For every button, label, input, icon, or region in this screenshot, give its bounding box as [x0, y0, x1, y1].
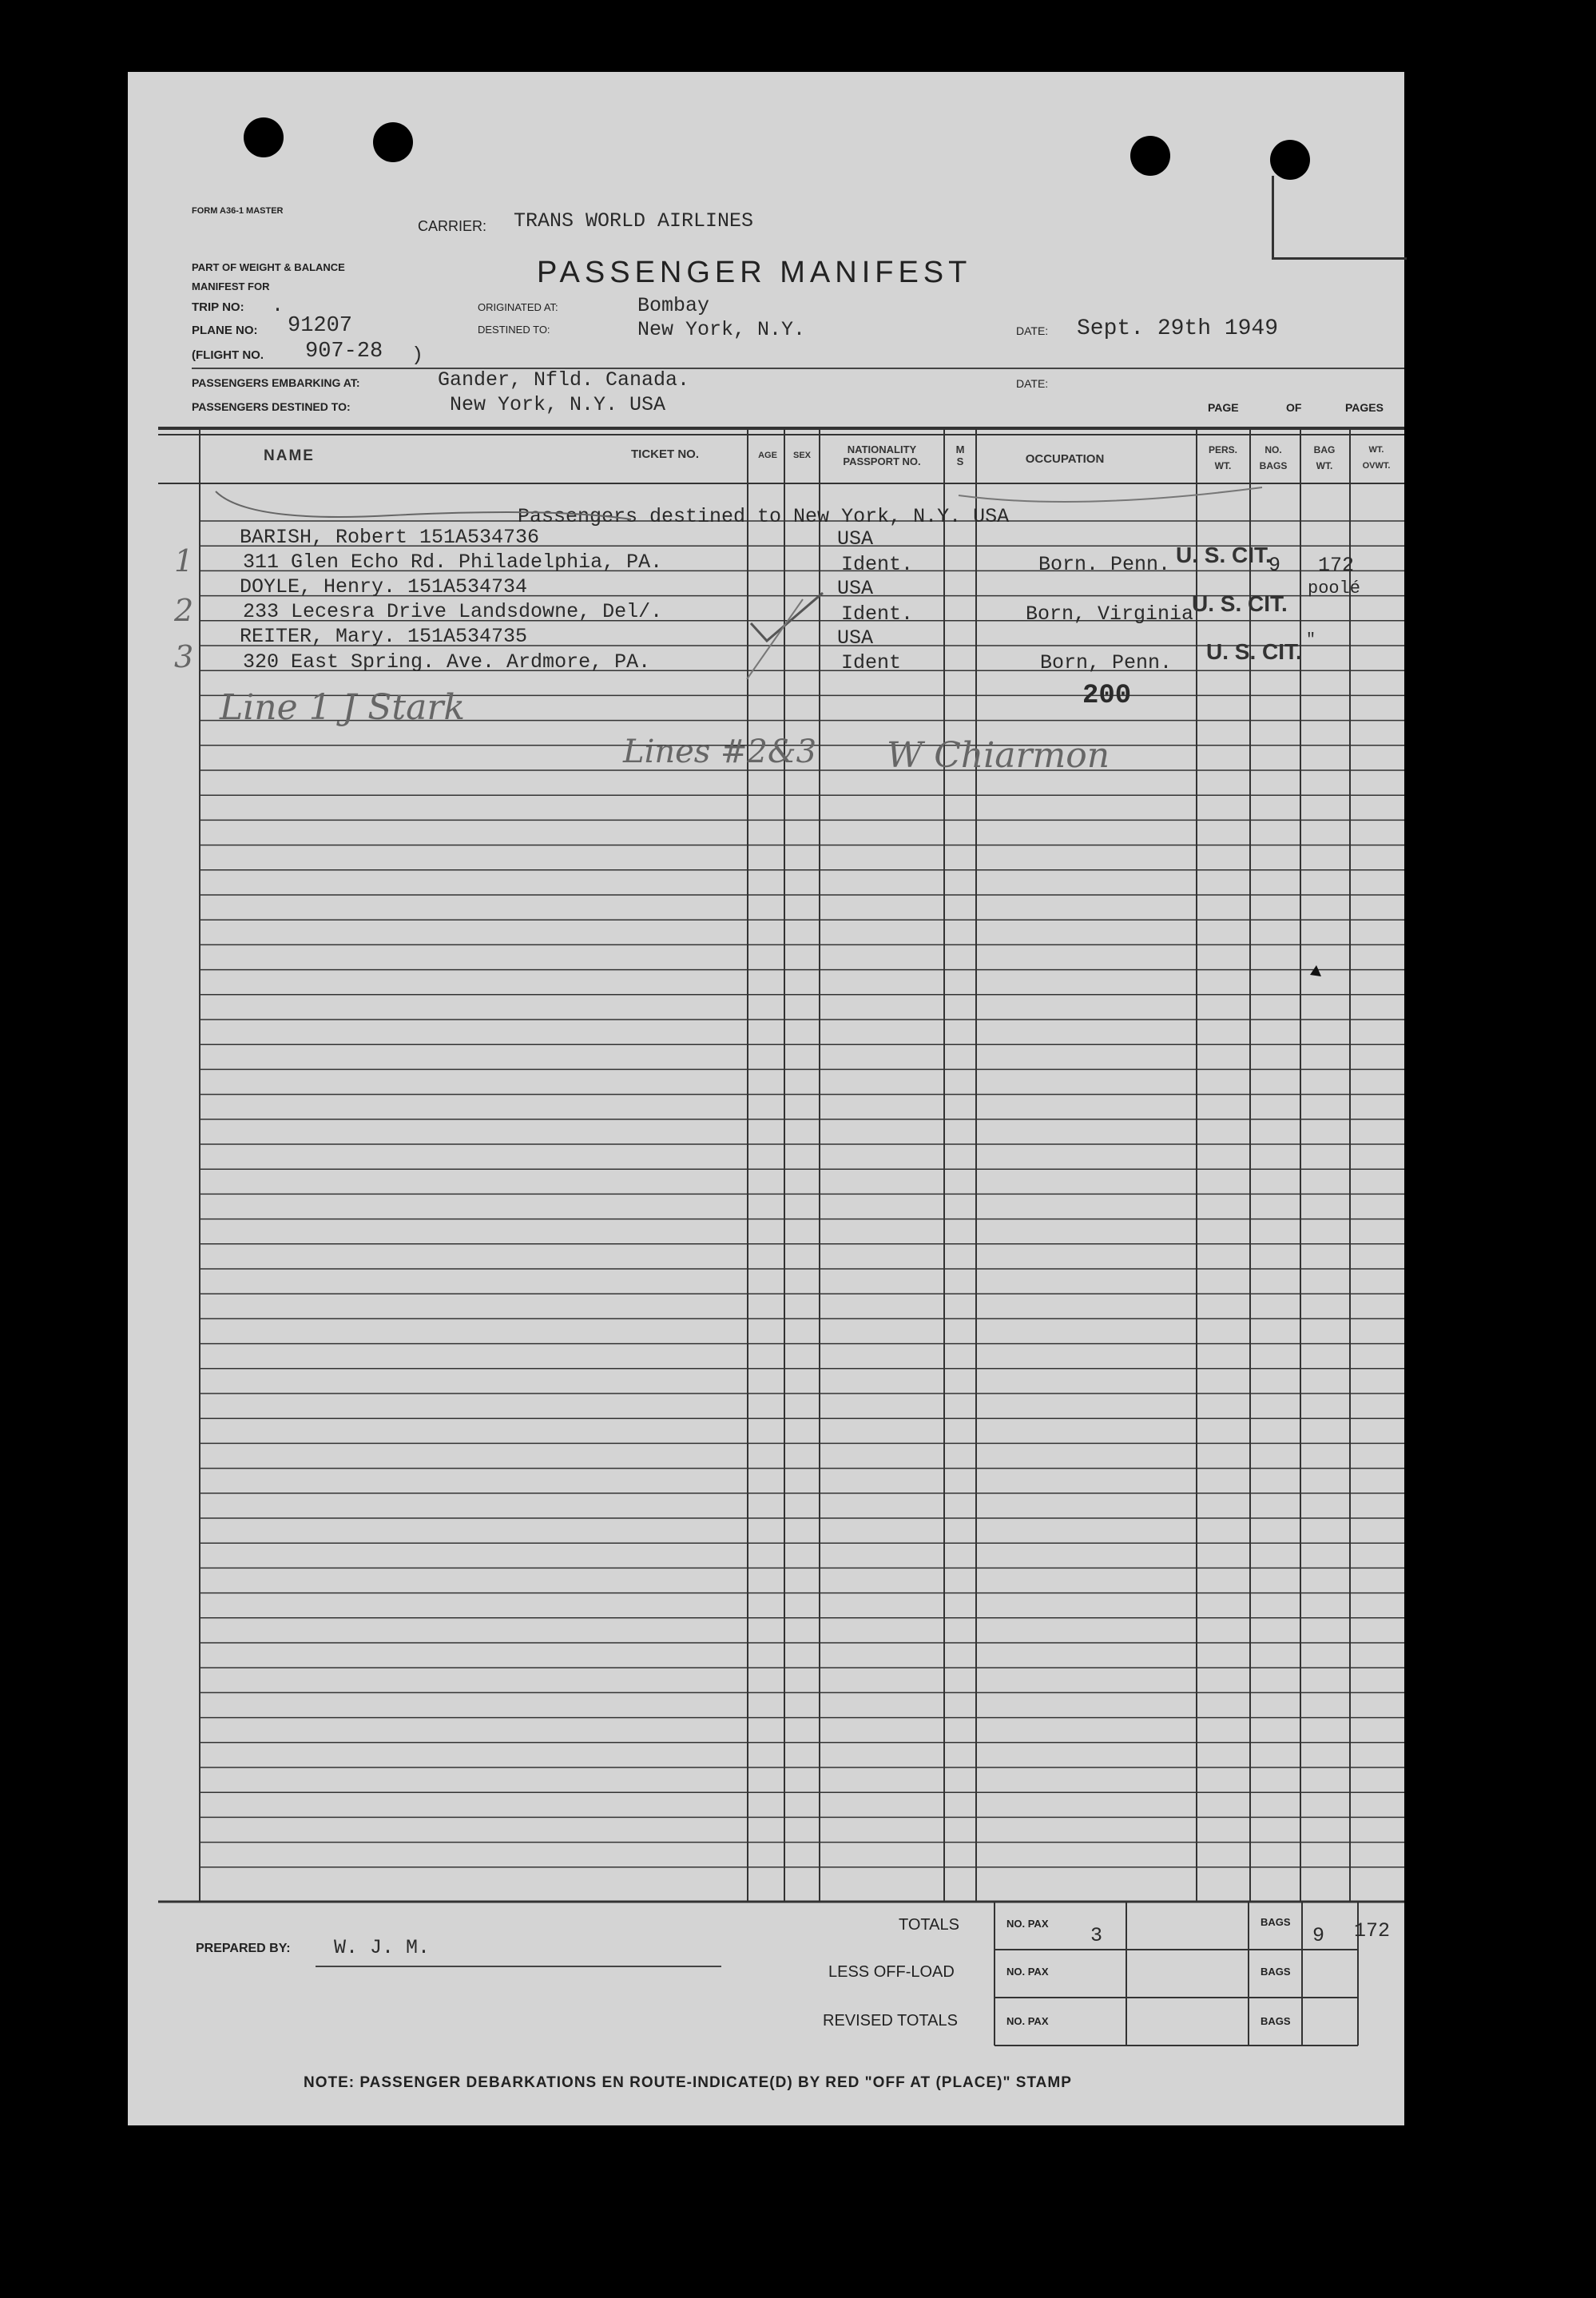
col-header-nationality-line2: PASSPORT NO. — [843, 455, 921, 467]
page-label: PAGE — [1208, 401, 1239, 414]
trip-no-value: . — [272, 294, 284, 317]
col-header-occupation: OCCUPATION — [1025, 452, 1105, 466]
row-number: 3 — [174, 639, 194, 674]
passenger-address: 233 Lecesra Drive Landsdowne, Del/. — [243, 600, 663, 623]
col-header-ms-line1: M — [955, 443, 965, 455]
date-value: Sept. 29th 1949 — [1077, 316, 1279, 341]
of-label: OF — [1286, 401, 1302, 414]
passenger-bags: 9 — [1268, 554, 1281, 577]
passenger-passport: Ident. — [841, 602, 914, 626]
col-header-name: NAME — [264, 447, 315, 464]
handwritten-note: Lines #2&3 — [623, 734, 817, 770]
col-header-bag-wt-line1: BAG — [1313, 444, 1336, 455]
passengers-destined-label: PASSENGERS DESTINED TO: — [192, 400, 351, 413]
bags-label: BAGS — [1261, 1916, 1291, 1928]
passenger-address: 320 East Spring. Ave. Ardmore, PA. — [243, 650, 651, 674]
passenger-nationality: USA — [837, 577, 874, 600]
citizen-stamp: U. S. CIT. — [1192, 591, 1288, 616]
col-header-ms-line2: S — [956, 455, 964, 467]
flight-no-label: (FLIGHT NO. — [192, 348, 264, 362]
originated-label: ORIGINATED AT: — [478, 301, 558, 313]
col-header-nationality-line1: NATIONALITY — [847, 443, 917, 455]
passenger-passport: Ident — [841, 651, 902, 674]
total-bags: 9 — [1312, 1924, 1325, 1947]
revised-totals-label: REVISED TOTALS — [823, 2012, 958, 2030]
passenger-nationality: USA — [837, 527, 874, 551]
col-header-ticket: TICKET NO. — [631, 447, 699, 461]
carrier-label: CARRIER: — [418, 218, 487, 234]
passenger-bag-wt: poolé — [1308, 578, 1361, 598]
handwritten-signature: W Chiarmon — [887, 735, 1110, 776]
passenger-nationality: USA — [837, 626, 874, 650]
destined-label: DESTINED TO: — [478, 324, 550, 336]
originated-value: Bombay — [637, 294, 710, 317]
col-header-wt-ovwt-line1: WT. — [1368, 445, 1384, 455]
col-header-sex: SEX — [792, 451, 811, 460]
passenger-bag-wt: " — [1306, 631, 1316, 650]
prepared-by-rule — [316, 1966, 721, 1967]
prepared-by-label: PREPARED BY: — [196, 1942, 291, 1955]
no-pax-label: NO. PAX — [1006, 1918, 1049, 1930]
manifest-for-label: MANIFEST FOR — [192, 280, 270, 292]
col-header-bag-wt-line2: WT. — [1316, 460, 1333, 471]
page-title: PASSENGER MANIFEST — [537, 256, 972, 289]
destined-value: New York, N.Y. — [637, 318, 806, 341]
flight-no-value: 907-28 — [305, 340, 383, 364]
passenger-address: 311 Glen Echo Rd. Philadelphia, PA. — [243, 551, 663, 574]
passenger-occupation: Born. Penn. — [1038, 553, 1171, 576]
pages-label: PAGES — [1345, 401, 1384, 414]
checkmark-annotations — [128, 72, 1404, 2125]
passenger-occupation: Born, Virginia — [1026, 602, 1194, 626]
plane-no-value: 91207 — [288, 314, 353, 338]
bags-label: BAGS — [1261, 1966, 1291, 1978]
col-header-wt-ovwt-line2: OVWT. — [1362, 461, 1391, 471]
bags-label: BAGS — [1261, 2015, 1291, 2027]
less-offload-label: LESS OFF-LOAD — [828, 1963, 955, 1981]
carrier-value: TRANS WORLD AIRLINES — [514, 209, 754, 233]
totals-label: TOTALS — [899, 1916, 959, 1934]
passenger-name-ticket: BARISH, Robert 151A534736 — [240, 526, 540, 549]
manifest-sheet — [128, 72, 1404, 2125]
col-header-pers-wt-line2: WT. — [1214, 460, 1232, 471]
flight-no-close: ) — [411, 344, 424, 367]
total-no-pax: 3 — [1090, 1924, 1103, 1947]
no-pax-label: NO. PAX — [1006, 2015, 1049, 2027]
embarking-label: PASSENGERS EMBARKING AT: — [192, 376, 360, 389]
date-label: DATE: — [1016, 324, 1049, 337]
part-of-label: PART OF WEIGHT & BALANCE — [192, 261, 345, 273]
no-pax-label: NO. PAX — [1006, 1966, 1049, 1978]
citizen-stamp: U. S. CIT. — [1176, 543, 1272, 567]
passenger-name-ticket: DOYLE, Henry. 151A534734 — [240, 575, 528, 598]
passenger-passport: Ident. — [841, 553, 914, 576]
passenger-bag-wt: 172 — [1318, 554, 1355, 577]
prepared-by-value: W. J. M. — [334, 1936, 431, 1959]
pers-wt-total: 200 — [1082, 681, 1132, 711]
citizen-stamp: U. S. CIT. — [1206, 639, 1302, 664]
embarking-value: Gander, Nfld. Canada. — [438, 368, 690, 392]
row-number: 1 — [174, 543, 194, 578]
trip-no-label: TRIP NO: — [192, 300, 244, 314]
passengers-destined-value: New York, N.Y. USA — [450, 393, 666, 416]
section-heading: Passengers destined to New York, N.Y. USA — [518, 505, 1010, 528]
col-header-age: AGE — [758, 451, 777, 460]
handwritten-note: Line 1 J Stark — [220, 687, 466, 728]
date2-label: DATE: — [1016, 377, 1049, 390]
form-id: FORM A36-1 MASTER — [192, 206, 284, 216]
total-bag-wt: 172 — [1354, 1919, 1391, 1942]
col-header-no-bags-line1: NO. — [1264, 444, 1282, 455]
passenger-name-ticket: REITER, Mary. 151A534735 — [240, 625, 528, 648]
row-number: 2 — [174, 593, 194, 628]
col-header-pers-wt-line1: PERS. — [1208, 444, 1237, 455]
col-header-no-bags-line2: BAGS — [1259, 460, 1288, 471]
footer-note: NOTE: PASSENGER DEBARKATIONS EN ROUTE-INDICATE(D) BY RED "OFF AT (PLACE)" STAMP — [304, 2074, 1072, 2091]
plane-no-label: PLANE NO: — [192, 324, 258, 337]
passenger-occupation: Born, Penn. — [1040, 651, 1173, 674]
